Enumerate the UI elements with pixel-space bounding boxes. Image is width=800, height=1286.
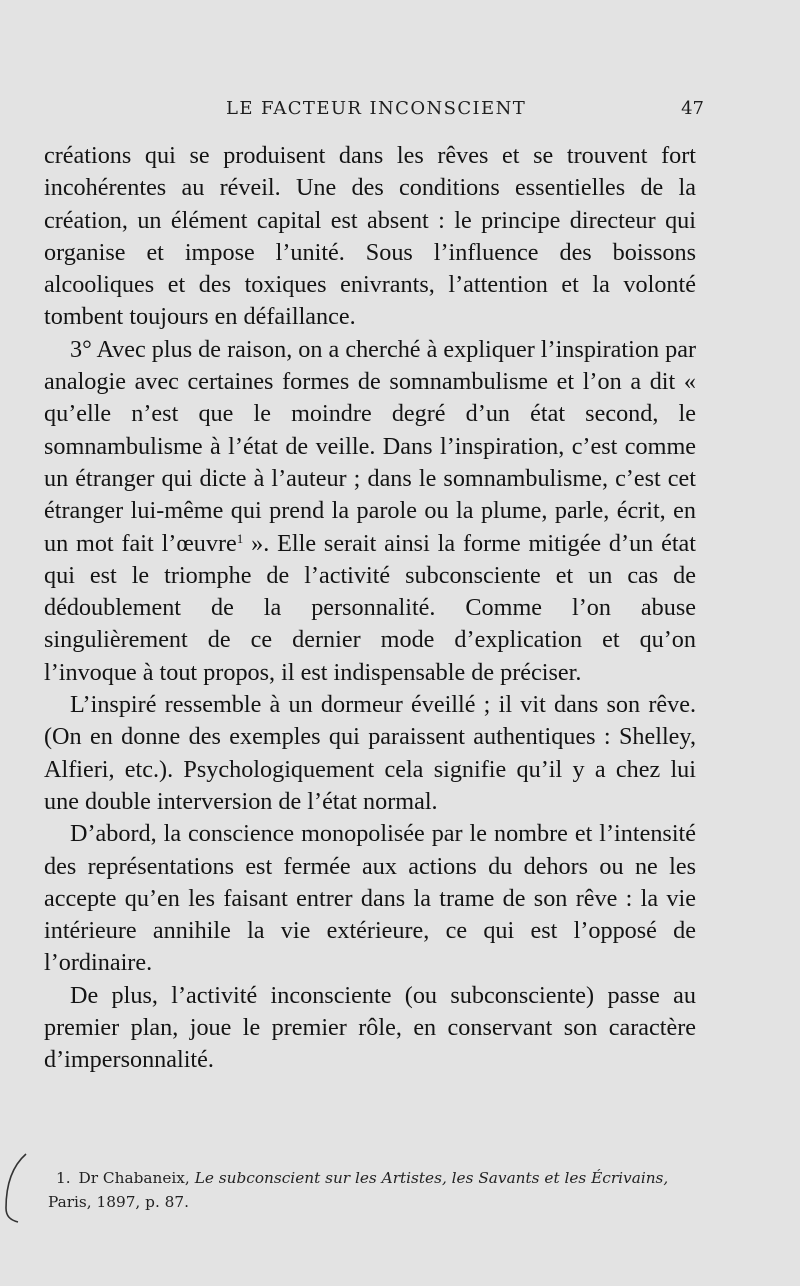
paragraph-1: créations qui se produisent dans les rêves et se trouvent fort incohérentes au réveil. Une des conditions essentielles de la création, un élément capital est absent : le principe directeur qui organise et impose l’unité. Sous l’influence des boissons alcooliques et des toxiques enivrants, l’attention et la volonté tombent toujours en défaillance.	[44, 142, 696, 331]
paragraph-5: De plus, l’activité inconsciente (ou subconsciente) passe au premier plan, joue le premier rôle, en conservant son caractère d’impersonnalité.	[44, 981, 696, 1074]
running-head	[0, 98, 800, 128]
footnote-publication: Paris, 1897, p. 87.	[48, 1193, 190, 1211]
paragraph-3: L’inspiré ressemble à un dormeur éveillé ; il vit dans son rêve. (On en donne des exemples qui paraissent authentiques : Shelley, Alfieri, etc.). Psychologiquement cela signifie qu’il y a chez lui une double interversion de l’état normal.	[44, 691, 696, 815]
margin-pencil-mark	[0, 1150, 30, 1230]
body-text	[44, 140, 696, 1077]
paragraph-2-part-b: ». Elle serait ainsi la forme mitigée d’un état qui est le triomphe de l’activité subconsciente et un cas de dédoublement de la personnalité. Comme l’on abuse singulièrement de ce dernier mode d’explication et qu’on l’invoque à tout propos, il est indispensable de préciser.	[44, 529, 697, 686]
page-number: 47	[681, 98, 704, 119]
paragraph-2-part-a: 3° Avec plus de raison, on a cherché à expliquer l’inspiration par analogie avec certaines formes de somnambulisme et l’on a dit « qu’elle n’est que le moindre degré d’un état second, le somnambulisme à l’état de veille. Dans l’inspiration, c’est comme un étranger qui dicte à l’auteur ; dans le somnambulisme, c’est cet étranger lui-même qui prend la parole ou la plume, parle, écrit, en un mot fait l’œuvre	[44, 335, 696, 557]
footnote-1	[48, 1166, 708, 1214]
paragraph-2	[44, 334, 696, 689]
footnote-author: Dr Chabaneix,	[78, 1169, 190, 1187]
footnotes	[48, 1166, 708, 1214]
footnote-title: Le subconscient sur les Artistes, les Savants et les Écrivains,	[194, 1169, 669, 1187]
footnote-number: 1.	[56, 1169, 71, 1187]
running-head-title: LE FACTEUR INCONSCIENT	[226, 98, 527, 119]
footnote-reference: 1	[236, 530, 244, 546]
paragraph-4: D’abord, la conscience monopolisée par le nombre et l’intensité des représentations est fermée aux actions du dehors ou ne les accepte qu’en les faisant entrer dans la trame de son rêve : la vie intérieure annihile la vie extérieure, ce qui est l’opposé de l’ordinaire.	[44, 820, 696, 977]
